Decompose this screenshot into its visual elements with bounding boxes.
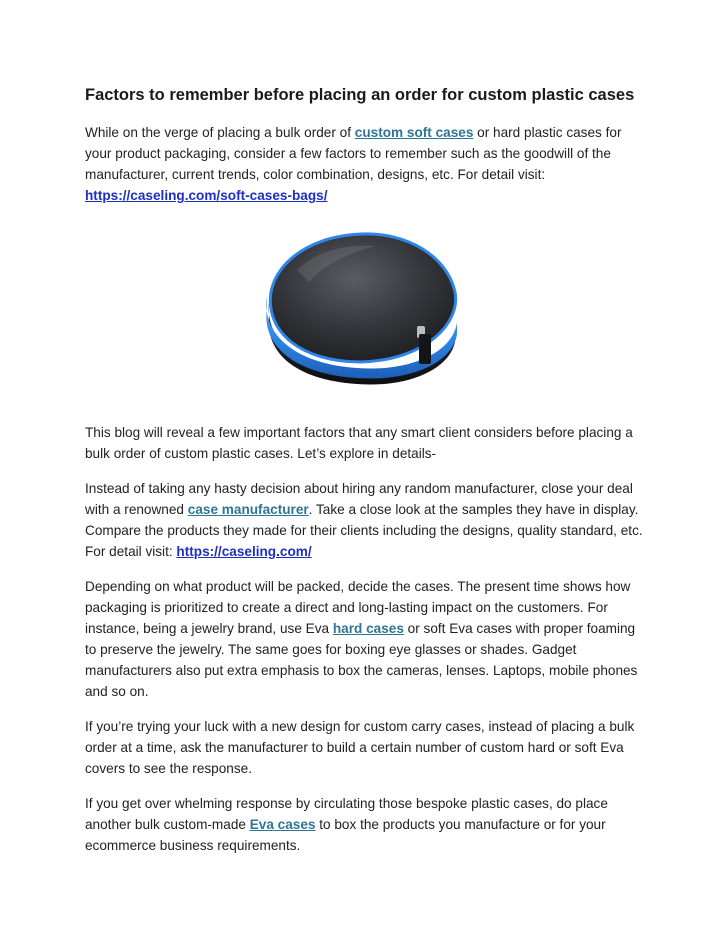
document-page — [85, 84, 645, 870]
eva-cases-link[interactable]: Eva cases — [249, 817, 316, 832]
blog-intro-paragraph: This blog will reveal a few important factors that any smart client considers before placing a bulk order of custom plastic cases. Let’s explore in details- — [85, 425, 633, 461]
caseling-url-link[interactable]: https://caseling.com/ — [176, 544, 312, 559]
bulk-order-paragraph — [85, 793, 645, 856]
eva-case-image — [257, 230, 467, 400]
bulk-order-text-2: to box the products you manufacture or for your ecommerce business requirements. — [85, 817, 606, 853]
product-image-figure — [85, 230, 645, 400]
intro-text-1: While on the verge of placing a bulk order of — [85, 125, 355, 140]
product-text-2: or soft Eva cases with proper foaming to preserve the jewelry. The same goes for boxing eye glasses or shades. Gadget manufacturers also put extra emphasis to box the cameras, lenses. Laptops, mobile phones and so on. — [85, 621, 638, 699]
intro-paragraph — [85, 122, 645, 206]
document-title: Factors to remember before placing an order for custom plastic cases — [85, 86, 635, 104]
manufacturer-text-1: Instead of taking any hasty decision about hiring any random manufacturer, close your deal with a renowned — [85, 481, 633, 517]
manufacturer-text-2: . Take a close look at the samples they have in display. Compare the products they made for their clients including the designs, quality standard, etc. For detail visit: — [85, 502, 643, 559]
soft-cases-bags-url-link[interactable]: https://caseling.com/soft-cases-bags/ — [85, 188, 328, 203]
custom-soft-cases-link[interactable]: custom soft cases — [354, 125, 474, 140]
case-manufacturer-link[interactable]: case manufacturer — [187, 502, 309, 517]
product-text-1: Depending on what product will be packed, decide the cases. The present time shows how packaging is prioritized to create a direct and long-lasting impact on the customers. For instance, being a jewelry brand, use Eva — [85, 579, 631, 636]
new-design-paragraph: If you’re trying your luck with a new design for custom carry cases, instead of placing a bulk order at a time, ask the manufacturer to build a certain number of custom hard or soft Eva covers to see the response. — [85, 719, 635, 776]
bulk-order-text-1: If you get over whelming response by circulating those bespoke plastic cases, do place another bulk custom-made — [85, 796, 608, 832]
intro-text-2: or hard plastic cases for your product packaging, consider a few factors to remember such as the goodwill of the manufacturer, current trends, color combination, designs, etc. For detail visit: — [85, 125, 622, 182]
hard-cases-link[interactable]: hard cases — [332, 621, 404, 636]
manufacturer-paragraph — [85, 478, 645, 562]
product-paragraph — [85, 576, 645, 702]
